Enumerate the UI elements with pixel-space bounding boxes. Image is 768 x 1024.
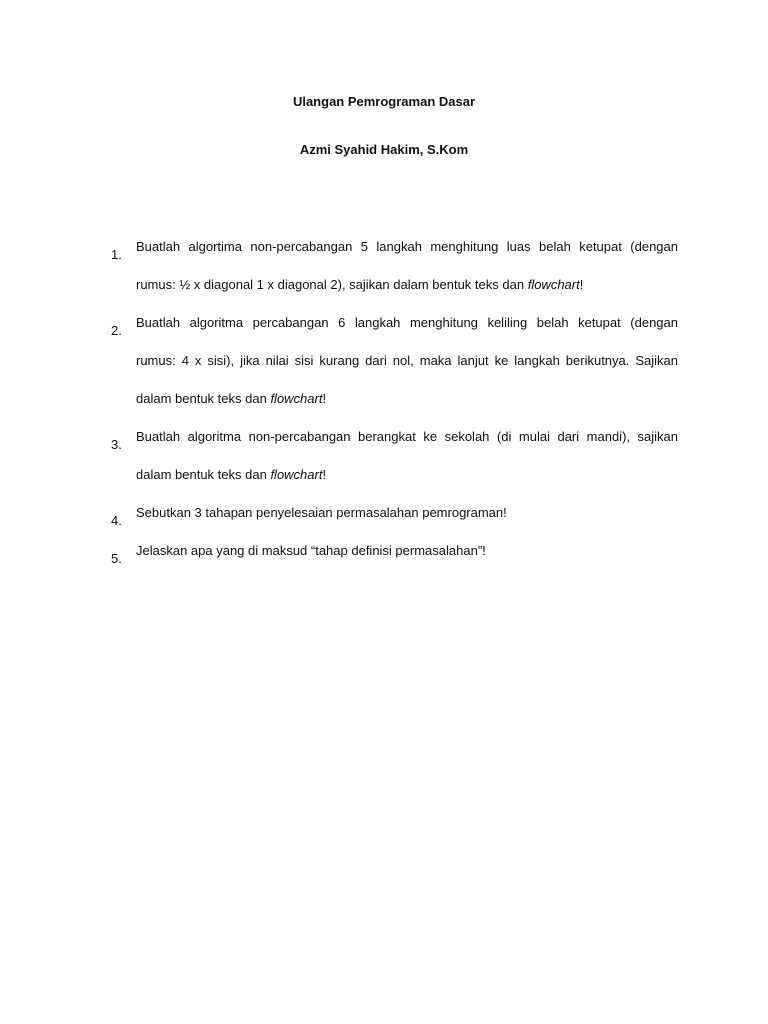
question-text: Buatlah algoritma percabangan 6 langkah menghitung keliling belah ketupat (dengan [136, 315, 678, 330]
question-text-wrap [136, 464, 678, 486]
question-line [136, 540, 678, 578]
question-suffix: ! [322, 391, 327, 406]
emphasis-text: flowchart [270, 467, 323, 482]
question-number: 5. [111, 551, 122, 566]
question-text: Buatlah algoritma non-percabangan berangkat ke sekolah (di mulai dari mandi), sajikan [136, 429, 678, 444]
question-line [136, 388, 678, 426]
question-item [111, 236, 678, 312]
question-text: dalam bentuk teks dan [136, 391, 267, 406]
question-text-wrap [136, 388, 678, 410]
question-list [111, 236, 678, 578]
question-line [136, 236, 678, 274]
question-number: 3. [111, 437, 122, 452]
question-text: Jelaskan apa yang di maksud “tahap definisi permasalahan”! [136, 543, 486, 558]
question-number: 2. [111, 323, 122, 338]
question-text: rumus: ½ x diagonal 1 x diagonal 2), sajikan dalam bentuk teks dan [136, 277, 525, 292]
question-line [136, 464, 678, 502]
question-item [111, 540, 678, 578]
document-title: Ulangan Pemrograman Dasar [292, 94, 476, 109]
question-item [111, 312, 678, 426]
question-number: 4. [111, 513, 122, 528]
question-text: Buatlah algortima non-percabangan 5 langkah menghitung luas belah ketupat (dengan [136, 239, 678, 254]
question-suffix: ! [322, 467, 327, 482]
question-text: Sebutkan 3 tahapan penyelesaian permasalahan pemrograman! [136, 505, 507, 520]
question-line [136, 312, 678, 350]
question-item [111, 426, 678, 502]
emphasis-text: flowchart [527, 277, 580, 292]
question-number: 1. [111, 247, 122, 262]
question-text-wrap [136, 274, 678, 296]
document-author: Azmi Syahid Hakim, S.Kom [299, 142, 469, 157]
question-line [136, 426, 678, 464]
question-suffix: ! [579, 277, 584, 292]
question-text: dalam bentuk teks dan [136, 467, 267, 482]
question-line [136, 274, 678, 312]
question-text: rumus: 4 x sisi), jika nilai sisi kurang dari nol, maka lanjut ke langkah berikutnya. Sajikan [136, 353, 678, 368]
question-item [111, 502, 678, 540]
question-line [136, 350, 678, 388]
question-line [136, 502, 678, 540]
emphasis-text: flowchart [270, 391, 323, 406]
